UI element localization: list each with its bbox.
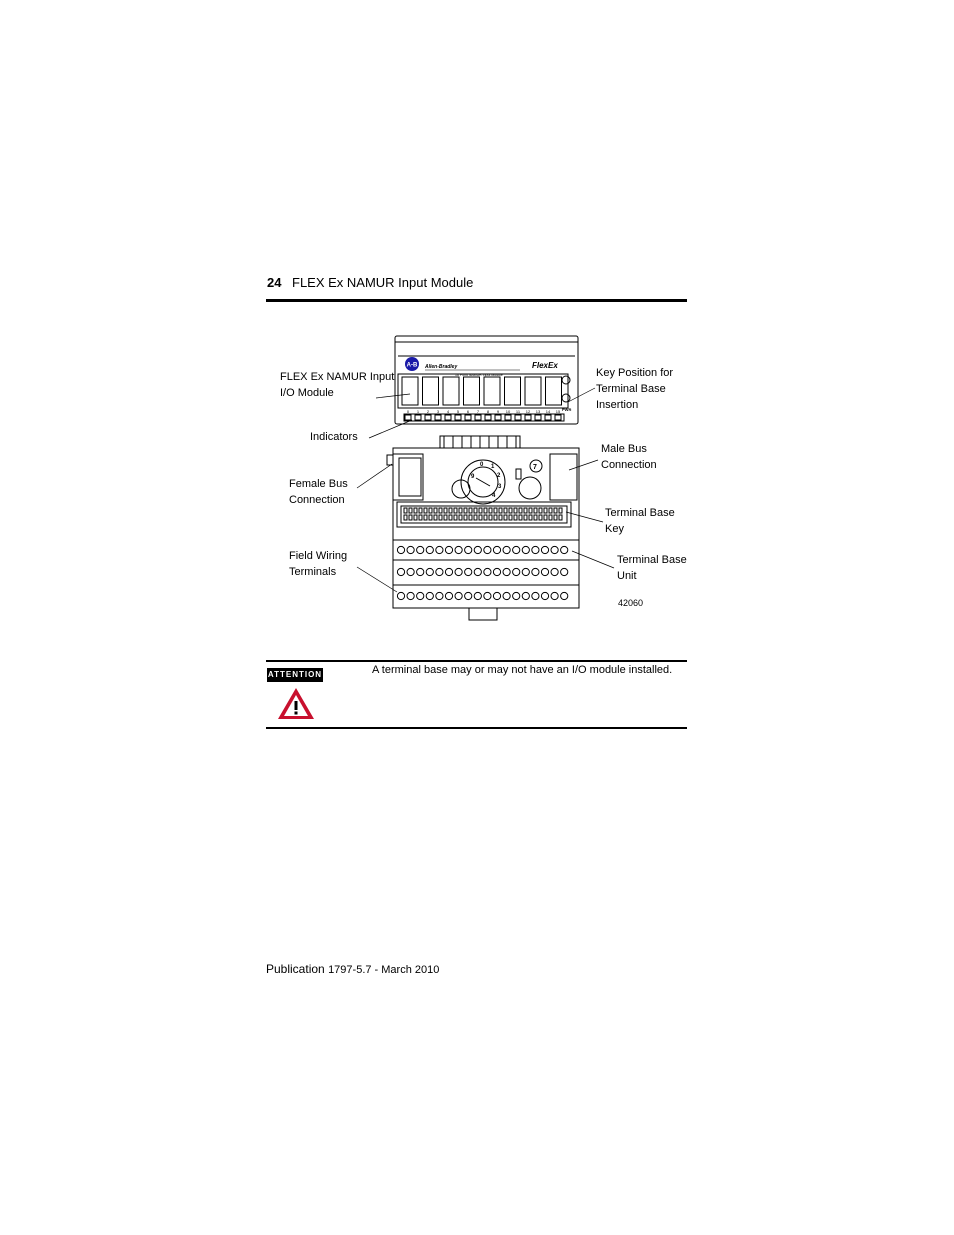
connector-pin [409, 515, 412, 520]
callout-male-bus: Male Bus Connection [601, 443, 657, 471]
terminal-screw [484, 546, 491, 553]
indicator-number: 11 [515, 409, 521, 414]
connector-pin [489, 515, 492, 520]
module-window [546, 377, 562, 405]
terminal-screw [474, 592, 481, 599]
connector-pin [504, 508, 507, 513]
indicator-led [455, 415, 461, 420]
terminal-screw [436, 568, 443, 575]
connector-pin [419, 515, 422, 520]
terminal-screw [493, 546, 500, 553]
warning-triangle-icon [277, 687, 315, 720]
connector-pin [539, 515, 542, 520]
terminal-screw [465, 568, 472, 575]
connector-pin [549, 508, 552, 513]
connector-pin [494, 508, 497, 513]
indicator-led [525, 415, 531, 420]
terminal-screw [561, 568, 568, 575]
indicator-number: 15 [555, 409, 561, 414]
indicator-number: 14 [545, 409, 551, 414]
module-window [525, 377, 541, 405]
callout-io-module: FLEX Ex NAMUR Input I/O Module [280, 371, 395, 399]
indicator-number: 12 [525, 409, 531, 414]
terminal-screw [503, 592, 510, 599]
connector-pin [464, 508, 467, 513]
connector-pin [439, 515, 442, 520]
terminal-screw [541, 568, 548, 575]
connector-pin [494, 515, 497, 520]
publication-label: Publication [266, 962, 325, 976]
connector-pin [534, 515, 537, 520]
connector-pin [474, 515, 477, 520]
publication-footer [266, 962, 439, 976]
connector-pin [544, 515, 547, 520]
indicator-number: 9 [496, 409, 500, 414]
flex-ex-logo: FlexEx [532, 361, 558, 370]
indicator-number: 8 [486, 409, 490, 414]
connector-pin [529, 508, 532, 513]
indicator-led [535, 415, 541, 420]
connector-pin [439, 508, 442, 513]
key-position-icon [562, 376, 570, 384]
connector-pin [549, 515, 552, 520]
connector-pin [544, 508, 547, 513]
callout-terminal-base-unit: Terminal Base Unit [617, 554, 687, 582]
connector-pin [424, 508, 427, 513]
connector-pin [449, 515, 452, 520]
connector-pin [509, 508, 512, 513]
terminal-screw [551, 592, 558, 599]
connector-pin [524, 508, 527, 513]
connector-pin [554, 508, 557, 513]
indicator-led [475, 415, 481, 420]
callout-field-wiring: Field Wiring Terminals [289, 550, 348, 578]
publication-number: 1797-5.7 - March 2010 [328, 964, 440, 976]
connector-pin [444, 508, 447, 513]
connector-pin [469, 508, 472, 513]
terminal-screw [551, 546, 558, 553]
connector-pin [524, 515, 527, 520]
module-window [484, 377, 500, 405]
terminal-screw [474, 546, 481, 553]
connector-pin [514, 515, 517, 520]
connector-pin [449, 508, 452, 513]
module-window [443, 377, 459, 405]
indicator-number: 5 [456, 409, 460, 414]
indicator-number: 13 [535, 409, 541, 414]
connector-pin [429, 508, 432, 513]
dial-number-1: 1 [491, 464, 495, 470]
indicator-led [505, 415, 511, 420]
connector-pin [559, 508, 562, 513]
terminal-screw [397, 568, 404, 575]
terminal-screw [551, 568, 558, 575]
callout-female-bus: Female Bus Connection [289, 478, 348, 506]
running-header-title: FLEX Ex NAMUR Input Module [292, 275, 474, 290]
indicator-led [435, 415, 441, 420]
connector-pin [414, 515, 417, 520]
connector-pin [519, 515, 522, 520]
terminal-screw [436, 592, 443, 599]
connector-pin [514, 508, 517, 513]
logo-text: A-B [406, 362, 418, 369]
key-switch-icon [562, 394, 570, 402]
connector-pin [499, 515, 502, 520]
connector-pin [434, 515, 437, 520]
module-window [464, 377, 480, 405]
connector-pin [419, 508, 422, 513]
dial-number-0: 0 [480, 462, 484, 468]
pwr-label: PWR [562, 407, 572, 412]
terminal-screw [532, 568, 539, 575]
connector-pin [539, 508, 542, 513]
callout-indicators: Indicators [310, 431, 358, 443]
terminal-screw [407, 546, 414, 553]
connector-pin [454, 515, 457, 520]
indicator-led [555, 415, 561, 420]
indicator-number: 3 [436, 409, 440, 414]
connector-pin [479, 515, 482, 520]
terminal-screw [407, 592, 414, 599]
connector-pin [534, 508, 537, 513]
module-window [505, 377, 521, 405]
terminal-screw [465, 546, 472, 553]
terminal-screw [513, 568, 520, 575]
indicator-led [415, 415, 421, 420]
terminal-screw [561, 592, 568, 599]
dial-number-4: 4 [492, 493, 496, 499]
indicator-number: 1 [416, 409, 420, 414]
attention-top-rule [266, 660, 687, 662]
terminal-screw [455, 546, 462, 553]
indicator-led [545, 415, 551, 420]
indicator-number: 4 [446, 409, 450, 414]
connector-pin [459, 515, 462, 520]
terminal-screw [503, 568, 510, 575]
indicator-led [405, 415, 411, 420]
key-number: 7 [533, 464, 537, 471]
terminal-screw [532, 546, 539, 553]
page-number: 24 [267, 275, 282, 290]
connector-pin [414, 508, 417, 513]
terminal-screw [484, 568, 491, 575]
indicator-led [495, 415, 501, 420]
terminal-screw [484, 592, 491, 599]
terminal-screw [513, 592, 520, 599]
terminal-screw [417, 568, 424, 575]
dial-number-2: 2 [497, 473, 501, 479]
terminal-screw [417, 546, 424, 553]
connector-pin [444, 515, 447, 520]
indicator-number: 0 [406, 409, 410, 414]
connector-pin [519, 508, 522, 513]
indicator-led [485, 415, 491, 420]
indicator-led [425, 415, 431, 420]
indicator-led [515, 415, 521, 420]
terminal-screw [445, 546, 452, 553]
terminal-screw [541, 592, 548, 599]
connector-pin [464, 515, 467, 520]
connector-pin [434, 508, 437, 513]
indicator-number: 6 [466, 409, 470, 414]
connector-pin [404, 508, 407, 513]
connector-pin [504, 515, 507, 520]
connector-pin [509, 515, 512, 520]
indicator-led [445, 415, 451, 420]
connector-pin [499, 508, 502, 513]
brand-text: Allen-Bradley [425, 364, 458, 370]
connector-pin [469, 515, 472, 520]
terminal-screw [426, 568, 433, 575]
terminal-screw [455, 592, 462, 599]
dial-number-9: 9 [471, 474, 475, 480]
connector-pin [479, 508, 482, 513]
connector-pin [429, 515, 432, 520]
connector-pin [484, 508, 487, 513]
connector-pin [484, 515, 487, 520]
terminal-screw [522, 592, 529, 599]
connector-pin [424, 515, 427, 520]
connector-pin [529, 515, 532, 520]
indicator-number: 10 [505, 409, 511, 414]
module-window [402, 377, 418, 405]
indicator-number: 7 [476, 409, 480, 414]
indicator-number: 2 [426, 409, 430, 414]
indicator-led [465, 415, 471, 420]
terminal-screw [513, 546, 520, 553]
attention-badge: ATTENTION [267, 668, 323, 682]
connector-pin [459, 508, 462, 513]
terminal-screw [503, 546, 510, 553]
attention-text: A terminal base may or may not have an I/O module installed. [372, 664, 673, 676]
dial-number-3: 3 [498, 484, 502, 490]
terminal-screw [493, 592, 500, 599]
module-window [423, 377, 439, 405]
terminal-screw [426, 592, 433, 599]
terminal-screw [445, 592, 452, 599]
connector-pin [554, 515, 557, 520]
terminal-screw [522, 546, 529, 553]
connector-pin [474, 508, 477, 513]
terminal-screw [532, 592, 539, 599]
connector-pin [559, 515, 562, 520]
connector-pin [404, 515, 407, 520]
attention-bottom-rule [266, 727, 687, 729]
terminal-screw [541, 546, 548, 553]
connector-pin [489, 508, 492, 513]
terminal-screw [465, 592, 472, 599]
callout-key-position: Key Position for Terminal Base Insertion [596, 367, 674, 411]
terminal-screw [397, 546, 404, 553]
connector-pin [454, 508, 457, 513]
callout-terminal-base-key: Terminal Base Key [605, 507, 675, 535]
connector-pin [409, 508, 412, 513]
product-text: 16 Point NAMUR Input Module [455, 373, 503, 377]
terminal-screw [436, 546, 443, 553]
terminal-screw [561, 546, 568, 553]
terminal-screw [417, 592, 424, 599]
indicator-numbers [407, 409, 561, 414]
terminal-screw [493, 568, 500, 575]
terminal-screw [407, 568, 414, 575]
terminal-screw [445, 568, 452, 575]
terminal-screw [455, 568, 462, 575]
terminal-screw [474, 568, 481, 575]
terminal-screw [397, 592, 404, 599]
terminal-screw [522, 568, 529, 575]
terminal-screw [426, 546, 433, 553]
figure-number: 42060 [618, 598, 644, 608]
